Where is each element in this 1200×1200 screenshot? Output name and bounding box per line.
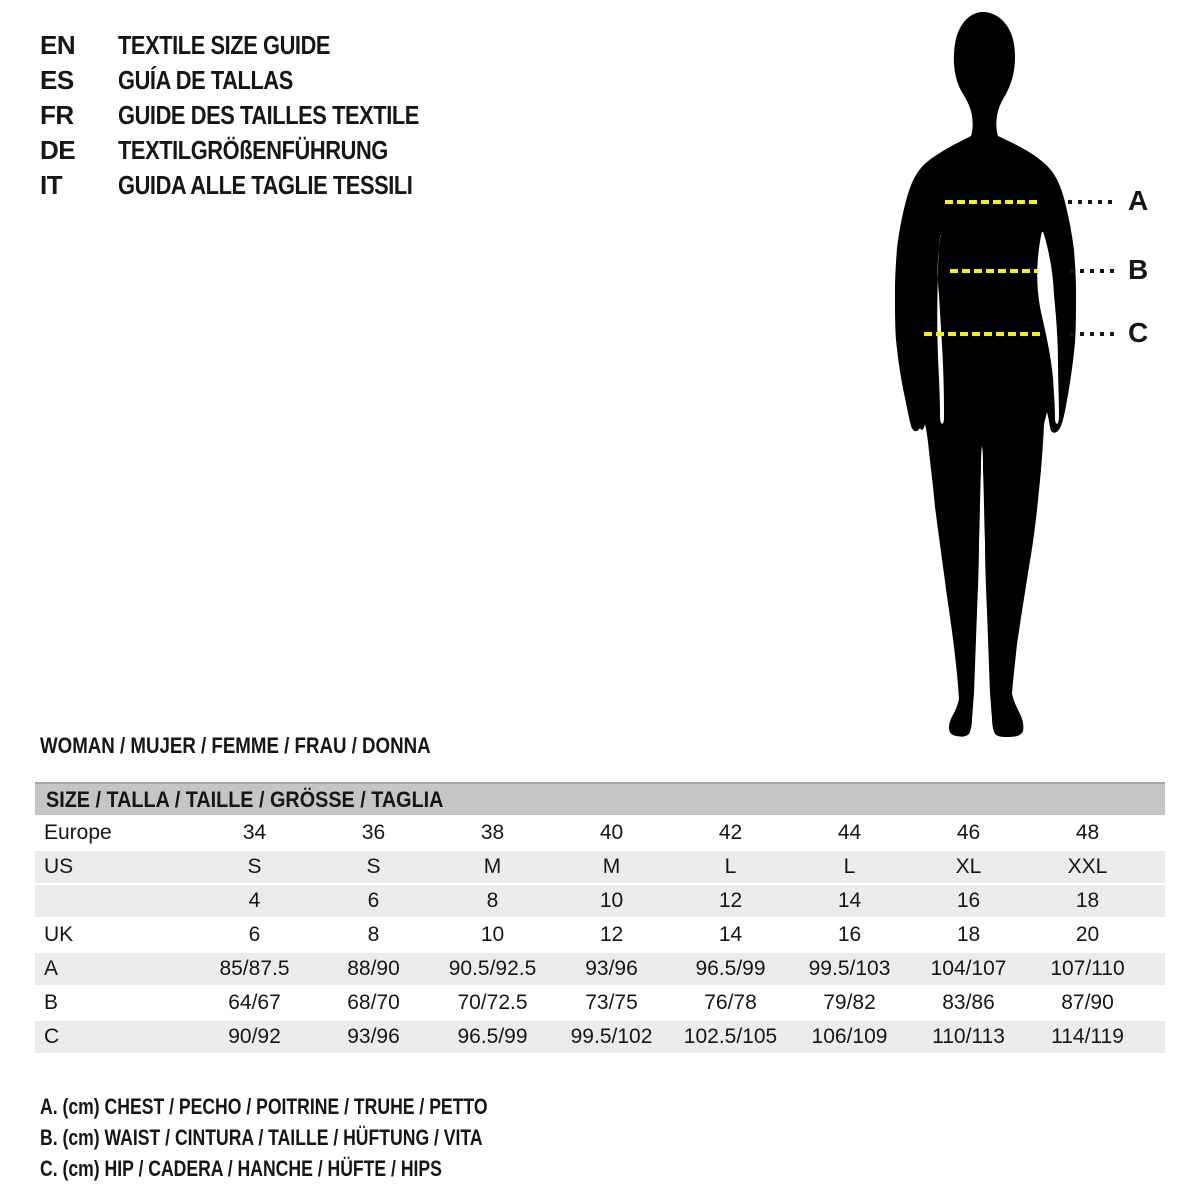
waist-dot-leader [1070, 269, 1114, 273]
lang-title: GUIDE DES TAILLES TEXTILE [118, 100, 419, 130]
lang-row-fr [40, 98, 476, 133]
lang-title: TEXTILGRÖßENFÜHRUNG [118, 135, 388, 165]
marker-b-label: B [1128, 254, 1149, 285]
row-label: Europe [44, 821, 112, 844]
waist-dash-line [950, 269, 1038, 273]
lang-code: EN [40, 30, 76, 60]
row-label [35, 885, 195, 917]
lang-row-it [40, 168, 476, 203]
table-row-us: US S S M M L L XL XXL [35, 851, 1165, 883]
language-title-list [40, 28, 476, 203]
lang-code: IT [40, 170, 63, 200]
table-row-us-numeric: 4 6 8 10 12 14 16 18 [35, 885, 1165, 917]
hip-dash-line [924, 332, 1044, 336]
table-row-hip-c: C 90/92 93/96 96.5/99 99.5/102 102.5/105 106/109 110/113 114/119 [35, 1021, 1165, 1053]
table-row-chest-a: A 85/87.5 88/90 90.5/92.5 93/96 96.5/99 99.5/103 104/107 107/110 [35, 953, 1165, 985]
section-title [40, 733, 500, 759]
lang-row-en [40, 28, 476, 63]
size-table-header [35, 782, 1165, 815]
chest-dash-line [945, 200, 1041, 204]
table-row-uk: UK 6 8 10 12 14 16 18 20 [35, 919, 1165, 951]
section-title-text: WOMAN / MUJER / FEMME / FRAU / DONNA [40, 733, 431, 758]
marker-a-label: A [1128, 185, 1149, 216]
lang-title: GUÍA DE TALLAS [118, 65, 293, 95]
woman-silhouette-figure [885, 2, 1085, 747]
table-row-waist-b: B 64/67 68/70 70/72.5 73/75 76/78 79/82 83/86 87/90 [35, 987, 1165, 1019]
legend-line-waist: B. (cm) WAIST / CINTURA / TAILLE / HÜFTUNG / VITA [40, 1125, 483, 1150]
row-label: B [44, 991, 59, 1014]
lang-title: TEXTILE SIZE GUIDE [118, 30, 331, 60]
lang-code: FR [40, 100, 74, 130]
lang-row-de [40, 133, 476, 168]
lang-code: DE [40, 135, 76, 165]
table-row-europe: Europe 34 36 38 40 42 44 46 48 [35, 817, 1165, 849]
lang-row-es [40, 63, 476, 98]
row-label: UK [44, 923, 74, 946]
size-table-header-text: SIZE / TALLA / TAILLE / GRÖSSE / TAGLIA [46, 787, 444, 812]
hip-dot-leader [1070, 332, 1114, 336]
woman-silhouette [885, 2, 1085, 747]
marker-c-label: C [1128, 317, 1149, 348]
lang-code: ES [40, 65, 74, 95]
chest-dot-leader [1068, 200, 1114, 204]
legend-line-hip: C. (cm) HIP / CADERA / HANCHE / HÜFTE / HIPS [40, 1156, 442, 1181]
measurement-legend [40, 1091, 599, 1184]
row-label: C [44, 1025, 60, 1048]
lang-title: GUIDA ALLE TAGLIE TESSILI [118, 170, 413, 200]
size-table [35, 782, 1165, 1055]
row-label: US [44, 855, 74, 878]
legend-line-chest: A. (cm) CHEST / PECHO / POITRINE / TRUHE / PETTO [40, 1094, 488, 1119]
row-label: A [44, 957, 59, 980]
